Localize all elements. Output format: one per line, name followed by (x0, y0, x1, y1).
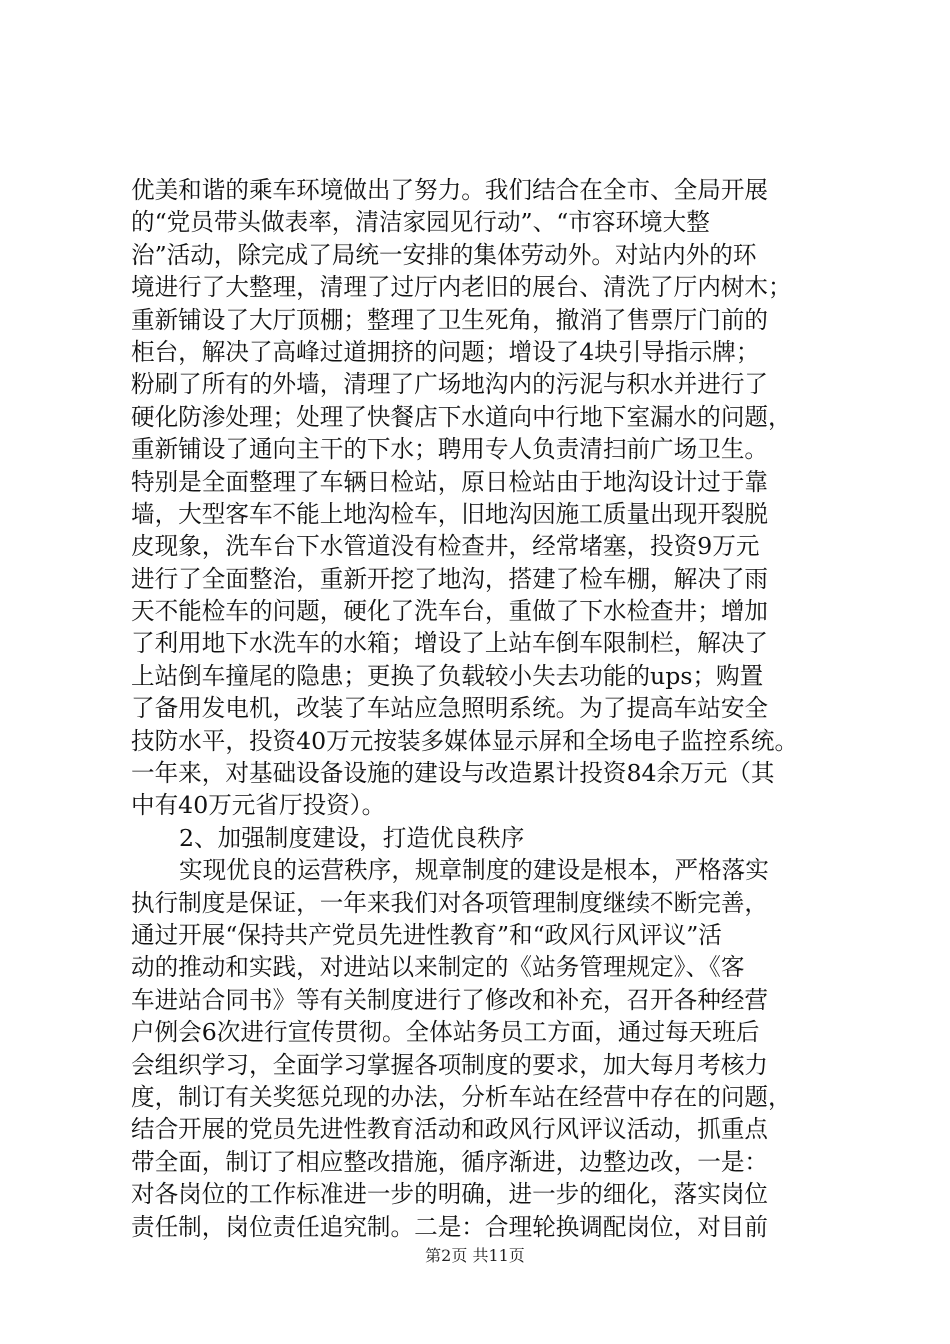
text-line: 皮现象，洗车台下水管道没有检查井，经常堵塞，投资9万元 (131, 532, 760, 561)
text-line: 重新铺设了通向主干的下水；聘用专人负责清扫前广场卫生。 (131, 435, 769, 464)
text-line: 治”活动，除完成了局统一安排的集体劳动外。对站内外的环 (131, 240, 757, 269)
text-line: 重新铺设了大厅顶棚；整理了卫生死角，撤消了售票厅门前的 (131, 305, 769, 334)
text-line: 境进行了大整理，清理了过厅内老旧的展台、清洗了厅内树木； (131, 273, 792, 302)
text-line: 优美和谐的乘车环境做出了努力。我们结合在全市、全局开展 (131, 176, 769, 204)
section-heading: 2、加强制度建设，打造优良秩序 (179, 823, 525, 852)
text-line: 实现优良的运营秩序，规章制度的建设是根本，严格落实 (179, 856, 769, 885)
text-line: 一年来，对基础设备设施的建设与改造累计投资84余万元（其 (131, 759, 775, 788)
text-line: 带全面，制订了相应整改措施，循序渐进，边整边改，一是： (131, 1147, 769, 1176)
text-line: 了利用地下水洗车的水箱；增设了上站车倒车限制栏，解决了 (131, 629, 769, 658)
text-line: 对各岗位的工作标准进一步的明确，进一步的细化，落实岗位 (131, 1180, 769, 1209)
text-line: 粉刷了所有的外墙，清理了广场地沟内的污泥与积水并进行了 (131, 370, 769, 399)
text-line: 执行制度是保证，一年来我们对各项管理制度继续不断完善， (131, 888, 769, 917)
text-line: 通过开展“保持共产党员先进性教育”和“政风行风评议”活 (131, 920, 722, 949)
text-line: 柜台，解决了高峰过道拥挤的问题；增设了4块引导指示牌； (131, 337, 760, 366)
text-line: 天不能检车的问题，硬化了洗车台，重做了下水检查井；增加 (131, 597, 769, 626)
text-line: 进行了全面整治，重新开挖了地沟，搭建了检车棚，解决了雨 (131, 564, 769, 593)
text-line: 户例会6次进行宣传贯彻。全体站务员工方面，通过每天班后 (131, 1018, 760, 1047)
text-line: 结合开展的党员先进性教育活动和政风行风评议活动，抓重点 (131, 1115, 769, 1144)
text-line: 责任制，岗位责任追究制。二是：合理轮换调配岗位，对目前 (131, 1212, 769, 1241)
page-footer: 第2页 共11页 (425, 1246, 525, 1265)
text-line: 度，制订有关奖惩兑现的办法，分析车站在经营中存在的问题， (131, 1082, 792, 1111)
text-line: 了备用发电机，改装了车站应急照明系统。为了提高车站安全 (131, 694, 769, 723)
text-line: 上站倒车撞尾的隐患；更换了负载较小失去功能的ups；购置 (131, 661, 764, 690)
text-line: 车进站合同书》等有关制度进行了修改和补充，召开各种经营 (131, 985, 769, 1014)
text-line: 特别是全面整理了车辆日检站，原日检站由于地沟设计过于靠 (131, 467, 769, 496)
text-line: 墙，大型客车不能上地沟检车，旧地沟因施工质量出现开裂脱 (131, 499, 769, 528)
text-line: 中有40万元省厅投资）。 (131, 791, 386, 820)
text-line: 硬化防渗处理；处理了快餐店下水道向中行地下室漏水的问题， (131, 402, 792, 431)
text-line: 会组织学习，全面学习掌握各项制度的要求，加大每月考核力 (131, 1050, 769, 1079)
text-line: 技防水平，投资40万元按装多媒体显示屏和全场电子监控系统。 (131, 726, 799, 755)
body-text (131, 174, 831, 1243)
text-line: 的“党员带头做表率，清洁家园见行动”、“市容环境大整 (131, 208, 710, 237)
text-line: 动的推动和实践，对进站以来制定的《站务管理规定》、《客 (131, 953, 745, 982)
